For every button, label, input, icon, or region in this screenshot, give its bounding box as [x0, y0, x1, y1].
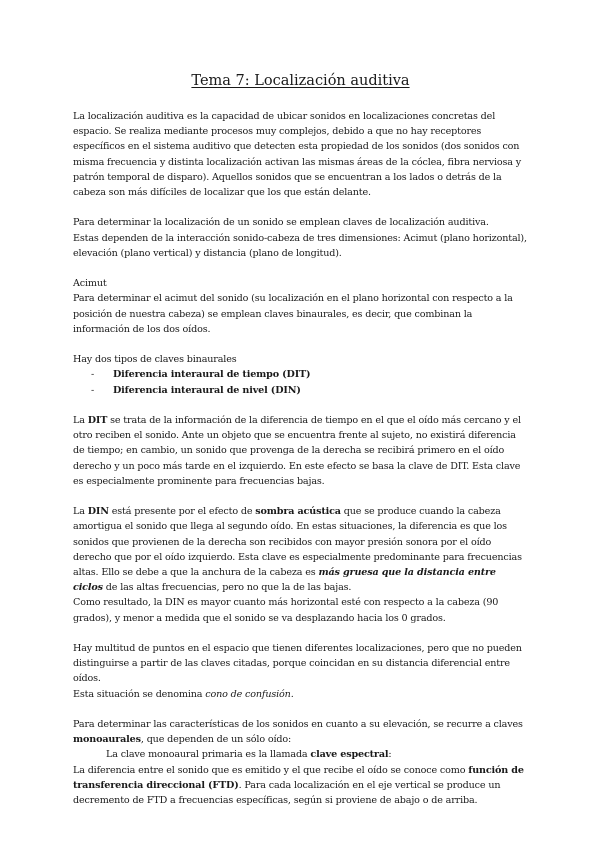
spectral-cue-line — [73, 747, 528, 762]
text-run: La — [73, 415, 88, 426]
text-run: , que dependen de un sólo oído: — [140, 734, 292, 746]
spectral-cue-term: clave espectral — [310, 749, 389, 761]
text-run: . Para cada localización en el eje vertical se produce un decremento de FTD a frecuencias específicas, según si proviene de abajo o de arriba. — [73, 779, 501, 807]
text-run: se trata de la información de la diferencia de tiempo en el que el oído más cercano y el otro reciben el sonido. Ante un objeto que se encuentra frente al sujeto, no existirá diferencia de tiempo; en cambio, un sonido que provenga de la derecha se recibirá primero en el oído derecho y un poco más tarde en el izquierdo. En este efecto se basa la clave de DIT. Esta clave es especialmente prominente para frecuencias bajas. — [73, 415, 521, 487]
list-item: - Diferencia interaural de tiempo (DIT) — [91, 367, 528, 382]
localization-cues-sentence: Para determinar la localización de un sonido se emplean claves de localización auditiva. — [73, 217, 489, 229]
text-run: La diferencia entre el sonido que es emitido y el que recibe el oído se conoce como — [73, 764, 469, 776]
dimensions-paragraph: Estas dependen de la interacción sonido-cabeza de tres dimensiones: Acimut (plano horizontal), elevación (plano vertical) y distancia (plano de longitud). — [73, 232, 527, 259]
din-paragraph — [73, 504, 528, 595]
din-term: DIN — [87, 506, 109, 518]
dit-term: DIT — [87, 415, 108, 426]
text-run: La clave monoaural primaria es la llamada — [106, 749, 311, 761]
text-run: . — [290, 688, 294, 700]
text-run: La — [73, 506, 88, 518]
list-item: - Diferencia interaural de nivel (DIN) — [91, 383, 528, 398]
binaural-intro: Hay dos tipos de claves binaurales — [73, 354, 237, 366]
text-run: Para determinar las características de los sonidos en cuanto a su elevación, se recurre a claves — [73, 719, 523, 731]
cone-paragraph: Hay multitud de puntos en el espacio que tienen diferentes localizaciones, pero que no pueden distinguirse a partir de las claves citadas, porque coincidan en su distancia diferencial entre oídos. — [73, 643, 522, 685]
text-run: está presente por el efecto de — [108, 506, 256, 518]
emphasis-phrase: más gruesa que la distancia entre ciclos — [73, 567, 496, 594]
text-run: que se produce cuando la cabeza amortigua el sonido que llega al segundo oído. En estas situaciones, la diferencia es que los sonidos que provienen de la derecha son recibidos con mayor presión sonora por el oído derecho que por el oído izquierdo. Esta clave es especialmente predominante para frecuencias altas. Ello se debe a que la anchura de la cabeza es — [73, 506, 522, 579]
monoaural-term: monoaurales — [73, 734, 141, 746]
cone-term: cono de confusión — [205, 688, 291, 700]
text-run: : — [388, 749, 392, 761]
acimut-heading: Acimut — [73, 278, 107, 290]
text-run: de las altas frecuencias, pero no que la de las bajas. — [102, 582, 352, 594]
din-result-paragraph: Como resultado, la DIN es mayor cuanto más horizontal esté con respecto a la cabeza (90 grados), y menor a medida que el sonido se va desplazando hacia los 0 grados. — [73, 597, 499, 624]
ftd-term: función de transferencia direccional (FTD) — [73, 764, 524, 791]
page-title: Tema 7: Localización auditiva — [191, 73, 410, 89]
acimut-paragraph: Para determinar el acimut del sonido (su localización en el plano horizontal con respecto a la posición de nuestra cabeza) se emplean claves binaurales, es decir, que combinan la información de los dos oídos. — [73, 293, 513, 335]
elevation-paragraph — [73, 717, 528, 747]
binaural-list — [73, 367, 528, 397]
text-run: Esta situación se denomina — [73, 688, 206, 700]
dit-paragraph — [73, 413, 528, 489]
acoustic-shadow-term: sombra acústica — [255, 506, 341, 518]
cone-definition — [73, 687, 528, 702]
ftd-paragraph — [73, 763, 528, 809]
intro-paragraph: La localización auditiva es la capacidad de ubicar sonidos en localizaciones concretas del espacio. Se realiza mediante procesos muy complejos, debido a que no hay receptores específicos en el sistema auditivo que detecten esta propiedad de los sonidos (dos sonidos con misma frecuencia y distinta localización activan las mismas áreas de la cóclea, fibra nerviosa y patrón temporal de disparo). Aquellos sonidos que se encuentran a los lados o detrás de la cabeza son más difíciles de localizar que los que están delante. — [73, 111, 522, 199]
